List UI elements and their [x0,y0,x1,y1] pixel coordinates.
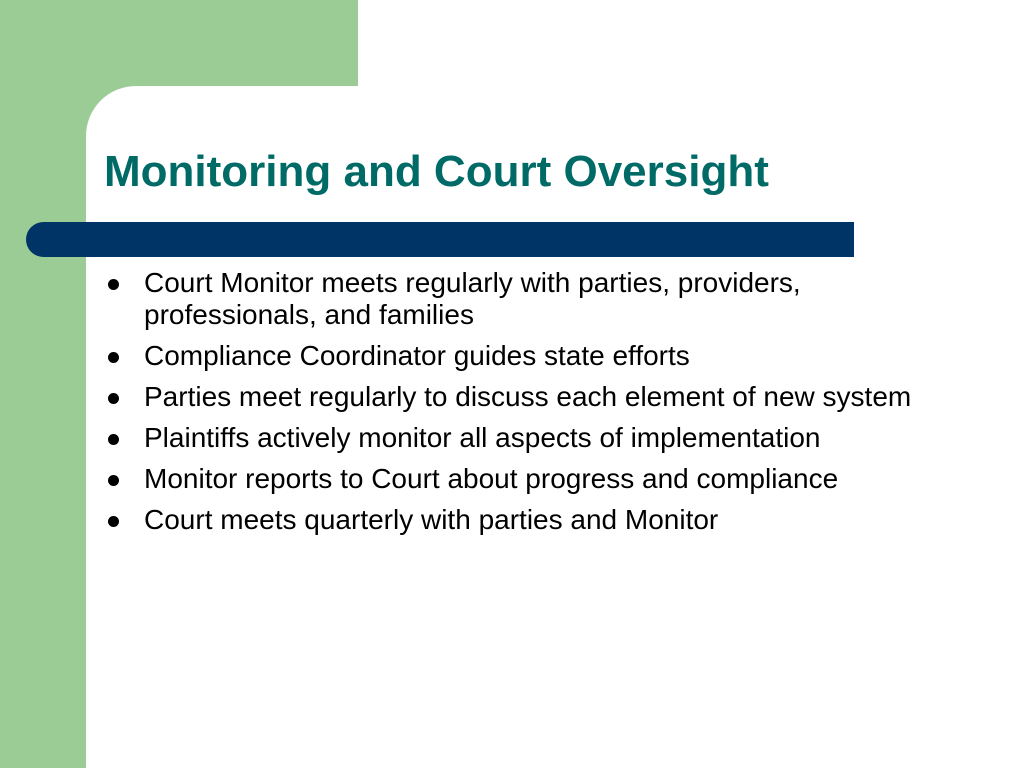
title-underline-bar [26,222,854,257]
bullet-dot-icon [108,516,119,527]
bullet-dot-icon [108,279,119,290]
bullet-text: Plaintiffs actively monitor all aspects of implementation [144,422,821,453]
bullet-text: Parties meet regularly to discuss each element of new system [144,381,912,412]
bullet-list [108,267,968,545]
bullet-dot-icon [108,475,119,486]
bullet-item [108,340,968,372]
bullet-item [108,504,968,536]
bullet-item [108,422,968,454]
bullet-dot-icon [108,352,119,363]
bullet-dot-icon [108,434,119,445]
bullet-dot-icon [108,393,119,404]
bullet-item [108,463,968,495]
bullet-text: Court meets quarterly with parties and Monitor [144,504,719,535]
bullet-text: Court Monitor meets regularly with parties, providers, professionals, and families [144,267,801,330]
bullet-item [108,381,968,413]
slide-title: Monitoring and Court Oversight [104,147,769,196]
bullet-item [108,267,968,331]
bullet-text: Monitor reports to Court about progress and compliance [144,463,839,494]
bullet-text: Compliance Coordinator guides state efforts [144,340,690,371]
